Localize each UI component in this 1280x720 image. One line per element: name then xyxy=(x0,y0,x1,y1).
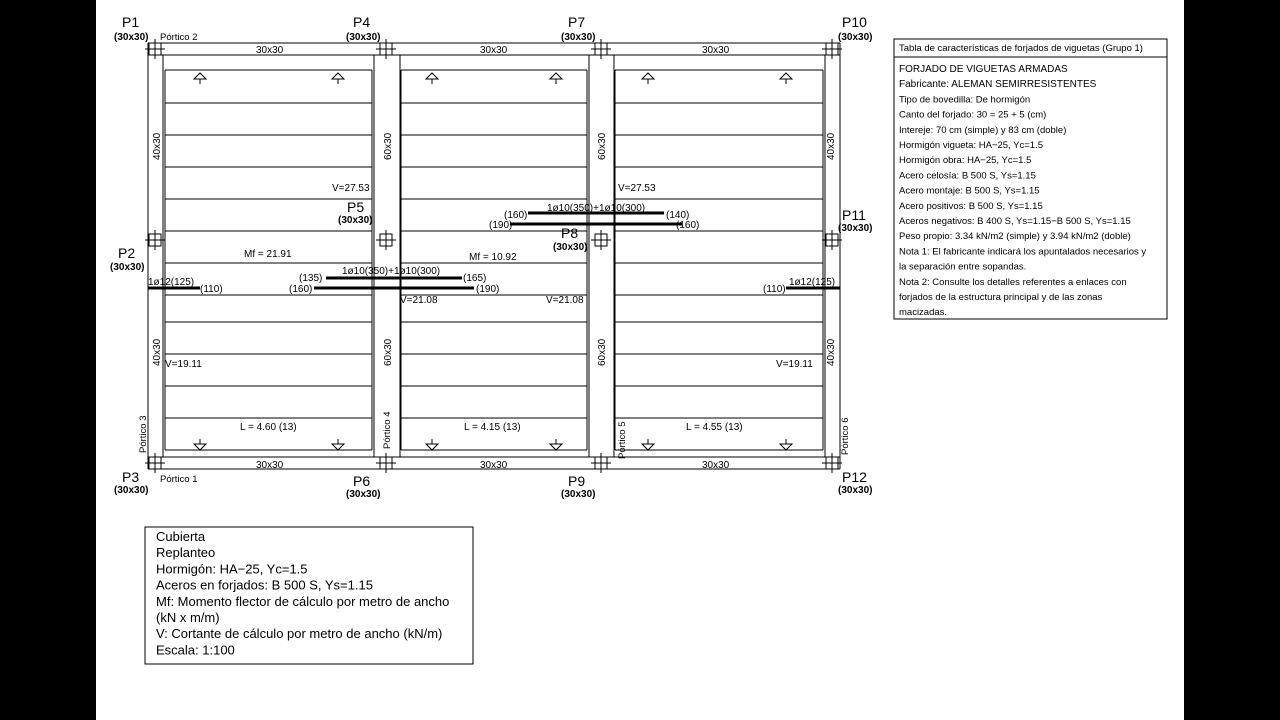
table-row: Fabricante: ALEMAN SEMIRRESISTENTES xyxy=(899,79,1097,91)
legend-line: (kN x m/m) xyxy=(156,610,220,625)
pillar-label: P10 xyxy=(842,14,867,30)
beam-label: 30x30 xyxy=(480,45,508,56)
pillar-size: (30x30) xyxy=(110,262,145,273)
shear-label: V=27.53 xyxy=(332,183,370,194)
span-label: L = 4.60 (13) xyxy=(240,422,297,433)
rebar-note: (140) xyxy=(666,210,690,221)
pillar-size: (30x30) xyxy=(114,32,149,43)
span-label: L = 4.15 (13) xyxy=(464,422,521,433)
pillar-label: P6 xyxy=(353,473,371,489)
shear-label: V=19.11 xyxy=(165,359,202,370)
pillar-size: (30x30) xyxy=(346,32,381,43)
floor-plan-drawing xyxy=(96,0,1184,720)
beam-label: 40x30 xyxy=(826,338,837,366)
portico-label: Pórtico 2 xyxy=(160,32,198,43)
beam-label: 30x30 xyxy=(256,45,284,56)
table-row: Nota 2: Consulte los detalles referentes a enlaces con xyxy=(899,276,1127,288)
drawing-sheet xyxy=(96,0,1184,720)
legend-line: Replanteo xyxy=(156,545,216,561)
legend-line: Escala: 1:100 xyxy=(156,642,235,658)
shear-label: V=19.11 xyxy=(776,359,813,370)
pillar-size: (30x30) xyxy=(114,485,149,496)
beam-label: 30x30 xyxy=(702,460,730,471)
pillar-label: P1 xyxy=(122,14,140,30)
rebar-main-label: 1ø12(125) xyxy=(148,277,195,288)
column-marker-icon xyxy=(376,453,396,473)
rebar-note: (190) xyxy=(476,284,500,295)
beam-label: 60x30 xyxy=(597,338,608,366)
beam-label: 40x30 xyxy=(152,132,163,160)
rebar-note: (135) xyxy=(299,273,323,284)
beam-label: 60x30 xyxy=(383,132,394,160)
rebar-note: (165) xyxy=(463,273,487,284)
table-row: Acero celosía: B 500 S, Ys=1.15 xyxy=(899,170,1036,182)
rebar-main-label: 1ø12(125) xyxy=(789,277,836,288)
shear-label: V=21.08 xyxy=(400,295,438,306)
rebar-note: (110) xyxy=(763,284,786,295)
table-row: Canto del forjado: 30 = 25 + 5 (cm) xyxy=(899,109,1047,121)
pillar-label: P4 xyxy=(353,14,371,30)
beam-label: 40x30 xyxy=(826,132,837,160)
pillar-label: P8 xyxy=(561,225,579,241)
pillar-label: P9 xyxy=(568,473,586,489)
support-arrow-down-icon xyxy=(194,439,792,450)
column-marker-icon xyxy=(591,230,611,250)
table-row: FORJADO DE VIGUETAS ARMADAS xyxy=(899,64,1068,75)
pillar-label: P2 xyxy=(118,245,136,261)
table-row: la separación entre sopandas. xyxy=(899,261,1027,273)
pillar-size: (30x30) xyxy=(838,32,873,43)
shear-label: V=21.08 xyxy=(546,295,584,306)
support-arrow-up-icon xyxy=(194,73,792,84)
beam-label: 60x30 xyxy=(383,338,394,366)
portico-label: Pórtico 1 xyxy=(160,474,198,485)
legend-line: Aceros en forjados: B 500 S, Ys=1.15 xyxy=(156,577,373,593)
rebar-main-label: 1ø10(350)+1ø10(300) xyxy=(547,203,646,214)
pillar-size: (30x30) xyxy=(338,215,373,226)
beam-label: 30x30 xyxy=(480,460,508,471)
portico-label: Pórtico 6 xyxy=(840,417,851,455)
beam-label: 30x30 xyxy=(702,45,730,56)
column-marker-icon xyxy=(591,453,611,473)
beam-label: 60x30 xyxy=(597,132,608,160)
beam-label: 40x30 xyxy=(152,338,163,366)
moment-label: Mf = 10.92 xyxy=(469,252,517,263)
span-label: L = 4.55 (13) xyxy=(686,422,743,433)
pillar-label: P7 xyxy=(568,14,586,30)
table-row: Tipo de bovedilla: De hormigón xyxy=(899,94,1031,106)
table-row: Hormigón obra: HA−25, Yc=1.5 xyxy=(899,155,1032,167)
legend-line: V: Cortante de cálculo por metro de ancho (kN/m) xyxy=(156,626,443,642)
column-marker-icon xyxy=(376,230,396,250)
pillar-size: (30x30) xyxy=(838,223,873,234)
pillar-label: P12 xyxy=(842,469,867,485)
table-row: macizadas. xyxy=(899,307,948,319)
legend-line: Mf: Momento flector de cálculo por metro de ancho xyxy=(156,593,450,609)
pillar-size: (30x30) xyxy=(561,489,596,500)
pillar-size: (30x30) xyxy=(346,489,381,500)
pillar-size: (30x30) xyxy=(553,242,588,253)
portico-label: Pórtico 5 xyxy=(617,421,628,459)
table-row: Intereje: 70 cm (simple) y 83 cm (doble) xyxy=(899,124,1067,136)
legend-lines xyxy=(156,529,449,657)
characteristics-table xyxy=(894,39,1167,319)
shear-label: V=27.53 xyxy=(618,183,656,194)
moment-label: Mf = 21.91 xyxy=(244,249,292,260)
rebar-note: (190) xyxy=(489,220,513,231)
pillar-label: P11 xyxy=(842,207,866,223)
table-row: Hormigón vigueta: HA−25, Yc=1.5 xyxy=(899,140,1043,151)
legend-line: Cubierta xyxy=(156,529,206,544)
beam-label: 30x30 xyxy=(256,460,284,471)
pillar-label: P5 xyxy=(347,199,365,215)
table-row: Aceros negativos: B 400 S, Ys=1.15−B 500 S, Ys=1.15 xyxy=(899,216,1131,227)
table-row: forjados de la estructura principal y de las zonas xyxy=(899,292,1103,303)
table-row: Acero positivos: B 500 S, Ys=1.15 xyxy=(899,200,1043,212)
legend-box xyxy=(145,527,473,664)
table-row: Nota 1: El fabricante indicará los apuntalados necesarios y xyxy=(899,246,1147,258)
table-row: Peso propio: 3.34 kN/m2 (simple) y 3.94 kN/m2 (doble) xyxy=(899,231,1131,243)
pillar-label: P3 xyxy=(122,469,140,485)
rebar-note: (160) xyxy=(676,220,700,231)
portico-label: Pórtico 3 xyxy=(138,415,149,453)
table-rows xyxy=(899,64,1146,318)
table-row: Acero montaje: B 500 S, Ys=1.15 xyxy=(899,185,1040,197)
rebar-main-label: 1ø10(350)+1ø10(300) xyxy=(342,266,441,277)
rebar-note: (160) xyxy=(289,284,313,295)
rebar-note: (110) xyxy=(200,284,223,295)
portico-label: Pórtico 4 xyxy=(382,411,393,449)
legend-line: Hormigón: HA−25, Yc=1.5 xyxy=(156,561,308,577)
pillar-size: (30x30) xyxy=(561,32,596,43)
table-title: Tabla de características de forjados de viguetas (Grupo 1) xyxy=(899,43,1143,54)
pillar-size: (30x30) xyxy=(838,485,873,496)
rebar-note: (160) xyxy=(504,210,528,221)
